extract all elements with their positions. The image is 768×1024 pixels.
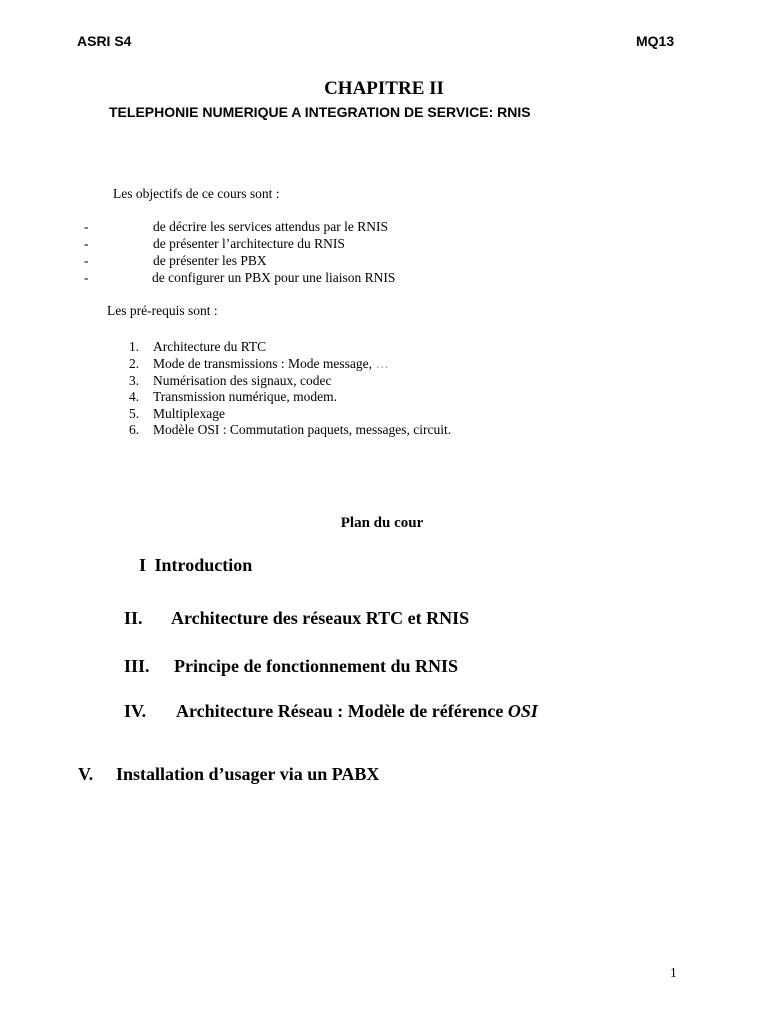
plan-item-number: IV. — [124, 701, 147, 721]
plan-item-number: II. — [124, 608, 143, 628]
plan-item-text: Architecture Réseau : Modèle de référence — [176, 701, 508, 721]
plan-item-number: V. — [78, 764, 94, 784]
plan-item-number: I — [139, 555, 147, 575]
prerequisite-item — [129, 422, 452, 438]
chapter-title: CHAPITRE II — [324, 78, 444, 99]
plan-item — [124, 656, 459, 677]
header-left: ASRI S4 — [77, 33, 132, 49]
plan-item-number: III. — [124, 656, 150, 676]
prerequisite-item — [129, 406, 225, 422]
plan-item-text: Introduction — [154, 555, 253, 575]
plan-item — [124, 608, 470, 629]
objective-text: de présenter l’architecture du RNIS — [153, 236, 345, 251]
prerequisite-item — [129, 373, 332, 389]
plan-item-text: Installation d’usager via un PABX — [116, 764, 380, 784]
header-right: MQ13 — [636, 33, 675, 49]
prerequisite-text: Architecture du RTC — [153, 339, 267, 354]
list-number: 5. — [129, 406, 140, 421]
list-number: 4. — [129, 389, 140, 404]
prerequisite-text: Transmission numérique, modem. — [153, 389, 337, 404]
list-number: 3. — [129, 373, 140, 388]
prerequisite-item — [129, 339, 267, 355]
plan-item-italic: OSI — [507, 701, 538, 721]
plan-item — [78, 764, 380, 785]
page-number: 1 — [670, 965, 677, 980]
list-dash: - — [84, 219, 89, 234]
prerequisite-text: Modèle OSI : Commutation paquets, messages, circuit. — [153, 422, 452, 437]
list-dash: - — [84, 236, 89, 251]
plan-item — [139, 555, 252, 576]
prerequisite-text: Mode de transmissions : Mode message, — [153, 356, 376, 371]
objective-item — [84, 236, 345, 252]
prerequisite-text: Numérisation des signaux, codec — [153, 373, 332, 388]
objective-text: de configurer un PBX pour une liaison RNIS — [152, 270, 396, 285]
objectives-intro: Les objectifs de ce cours sont : — [113, 186, 280, 201]
chapter-subtitle: TELEPHONIE NUMERIQUE A INTEGRATION DE SERVICE: RNIS — [109, 104, 531, 120]
ellipsis: … — [375, 356, 389, 371]
prerequisites-intro: Les pré-requis sont : — [107, 303, 218, 318]
plan-item-text: Architecture des réseaux RTC et RNIS — [171, 608, 470, 628]
objective-item — [84, 253, 267, 269]
prerequisite-item — [129, 356, 389, 372]
list-dash: - — [84, 253, 89, 268]
list-number: 1. — [129, 339, 140, 354]
plan-item-text: Principe de fonctionnement du RNIS — [174, 656, 459, 676]
objective-text: de décrire les services attendus par le RNIS — [153, 219, 389, 234]
plan-item — [124, 701, 538, 722]
prerequisite-item — [129, 389, 337, 405]
plan-title: Plan du cour — [340, 515, 424, 531]
list-number: 2. — [129, 356, 140, 371]
objective-text: de présenter les PBX — [153, 253, 267, 268]
list-number: 6. — [129, 422, 140, 437]
objective-item — [84, 270, 396, 286]
objective-item — [84, 219, 389, 235]
prerequisite-text: Multiplexage — [153, 406, 225, 421]
list-dash: - — [84, 270, 89, 285]
